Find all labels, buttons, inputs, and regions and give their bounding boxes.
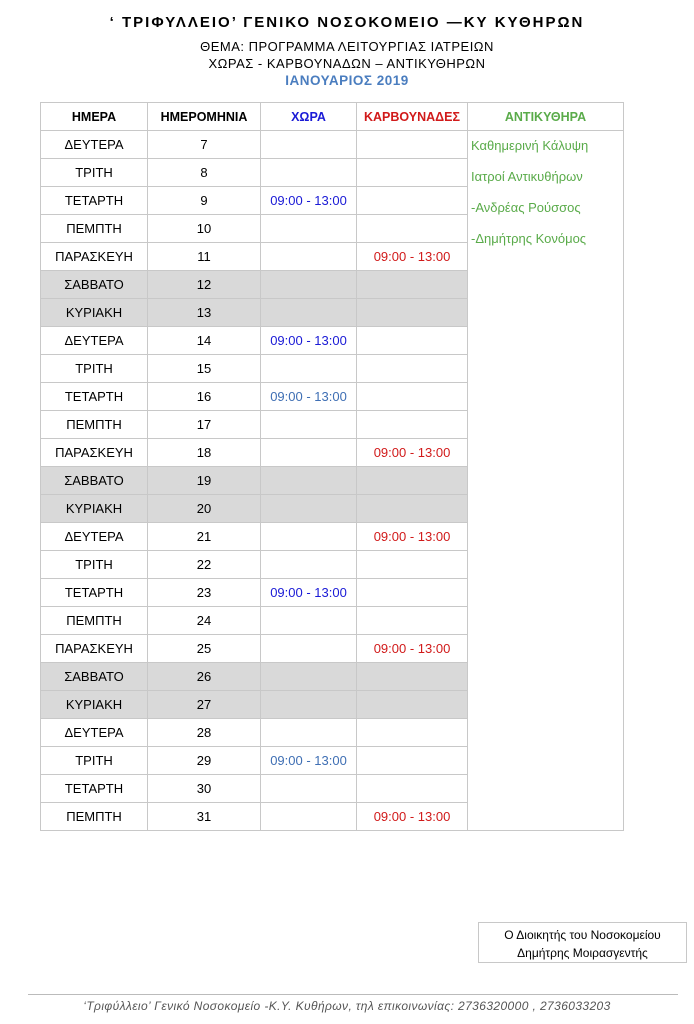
day-cell: ΤΡΙΤΗ bbox=[41, 355, 148, 383]
karvounades-cell bbox=[357, 299, 468, 327]
schedule-month: ΙΑΝΟΥΑΡΙΟΣ 2019 bbox=[285, 73, 409, 88]
table-row bbox=[41, 131, 624, 159]
day-cell: ΠΕΜΠΤΗ bbox=[41, 411, 148, 439]
xora-cell: 09:00 - 13:00 bbox=[261, 327, 357, 355]
antikythira-cell bbox=[468, 131, 624, 831]
date-cell: 10 bbox=[148, 215, 261, 243]
xora-cell bbox=[261, 523, 357, 551]
karvounades-cell bbox=[357, 411, 468, 439]
antikythira-note: -Δημήτρης Κονόμος bbox=[471, 231, 587, 246]
karvounades-cell bbox=[357, 467, 468, 495]
date-cell: 11 bbox=[148, 243, 261, 271]
footer-divider bbox=[28, 994, 678, 995]
column-header-karvounades: ΚΑΡΒΟΥΝΑΔΕΣ bbox=[357, 103, 468, 131]
column-header-date: ΗΜΕΡΟΜΗΝΙΑ bbox=[148, 103, 261, 131]
xora-cell bbox=[261, 159, 357, 187]
date-cell: 23 bbox=[148, 579, 261, 607]
day-cell: ΠΕΜΠΤΗ bbox=[41, 215, 148, 243]
date-cell: 16 bbox=[148, 383, 261, 411]
karvounades-cell bbox=[357, 187, 468, 215]
day-cell: ΣΑΒΒΑΤΟ bbox=[41, 467, 148, 495]
document-clinics: ΧΩΡΑΣ - ΚΑΡΒΟΥΝΑΔΩΝ – ΑΝΤΙΚΥΘΗΡΩΝ bbox=[208, 56, 486, 71]
day-cell: ΚΥΡΙΑΚΗ bbox=[41, 495, 148, 523]
karvounades-cell bbox=[357, 271, 468, 299]
column-header-day: ΗΜΕΡΑ bbox=[41, 103, 148, 131]
karvounades-cell bbox=[357, 579, 468, 607]
xora-cell bbox=[261, 635, 357, 663]
xora-cell bbox=[261, 691, 357, 719]
day-cell: ΚΥΡΙΑΚΗ bbox=[41, 299, 148, 327]
xora-cell: 09:00 - 13:00 bbox=[261, 187, 357, 215]
karvounades-cell bbox=[357, 131, 468, 159]
xora-cell bbox=[261, 411, 357, 439]
date-cell: 13 bbox=[148, 299, 261, 327]
antikythira-note: Καθημερινή Κάλυψη bbox=[471, 138, 589, 153]
date-cell: 18 bbox=[148, 439, 261, 467]
karvounades-cell: 09:00 - 13:00 bbox=[357, 803, 468, 831]
column-header-xora: ΧΩΡΑ bbox=[261, 103, 357, 131]
xora-cell bbox=[261, 775, 357, 803]
day-cell: ΔΕΥΤΕΡΑ bbox=[41, 131, 148, 159]
day-cell: ΤΡΙΤΗ bbox=[41, 551, 148, 579]
xora-cell bbox=[261, 607, 357, 635]
schedule-table bbox=[40, 102, 624, 831]
day-cell: ΠΑΡΑΣΚΕΥΗ bbox=[41, 439, 148, 467]
day-cell: ΔΕΥΤΕΡΑ bbox=[41, 523, 148, 551]
karvounades-cell bbox=[357, 551, 468, 579]
table-header-row bbox=[41, 103, 624, 131]
karvounades-cell bbox=[357, 691, 468, 719]
xora-cell: 09:00 - 13:00 bbox=[261, 747, 357, 775]
date-cell: 27 bbox=[148, 691, 261, 719]
karvounades-cell bbox=[357, 159, 468, 187]
karvounades-cell: 09:00 - 13:00 bbox=[357, 243, 468, 271]
date-cell: 20 bbox=[148, 495, 261, 523]
day-cell: ΣΑΒΒΑΤΟ bbox=[41, 271, 148, 299]
xora-cell bbox=[261, 215, 357, 243]
date-cell: 25 bbox=[148, 635, 261, 663]
karvounades-cell: 09:00 - 13:00 bbox=[357, 635, 468, 663]
date-cell: 31 bbox=[148, 803, 261, 831]
xora-cell bbox=[261, 663, 357, 691]
date-cell: 19 bbox=[148, 467, 261, 495]
day-cell: ΚΥΡΙΑΚΗ bbox=[41, 691, 148, 719]
date-cell: 24 bbox=[148, 607, 261, 635]
xora-cell bbox=[261, 355, 357, 383]
day-cell: ΠΕΜΠΤΗ bbox=[41, 607, 148, 635]
day-cell: ΔΕΥΤΕΡΑ bbox=[41, 719, 148, 747]
document-title: ‘ ΤΡΙΦΥΛΛΕΙΟ’ ΓΕΝΙΚΟ ΝΟΣΟΚΟΜΕΙΟ —ΚΥ ΚΥΘΗΡΩΝ bbox=[109, 14, 585, 31]
karvounades-cell bbox=[357, 747, 468, 775]
karvounades-cell bbox=[357, 495, 468, 523]
karvounades-cell bbox=[357, 355, 468, 383]
xora-cell bbox=[261, 495, 357, 523]
xora-cell bbox=[261, 131, 357, 159]
karvounades-cell: 09:00 - 13:00 bbox=[357, 439, 468, 467]
xora-cell bbox=[261, 271, 357, 299]
day-cell: ΤΕΤΑΡΤΗ bbox=[41, 579, 148, 607]
date-cell: 21 bbox=[148, 523, 261, 551]
xora-cell bbox=[261, 243, 357, 271]
date-cell: 8 bbox=[148, 159, 261, 187]
signature-box bbox=[478, 922, 687, 963]
date-cell: 26 bbox=[148, 663, 261, 691]
karvounades-cell bbox=[357, 383, 468, 411]
day-cell: ΠΑΡΑΣΚΕΥΗ bbox=[41, 635, 148, 663]
antikythira-note: -Ανδρέας Ρούσσος bbox=[471, 200, 581, 215]
date-cell: 29 bbox=[148, 747, 261, 775]
date-cell: 7 bbox=[148, 131, 261, 159]
schedule-body bbox=[41, 131, 624, 831]
day-cell: ΤΡΙΤΗ bbox=[41, 159, 148, 187]
day-cell: ΤΡΙΤΗ bbox=[41, 747, 148, 775]
signature-title: Ο Διοικητής του Νοσοκομείου bbox=[504, 928, 661, 942]
date-cell: 15 bbox=[148, 355, 261, 383]
day-cell: ΣΑΒΒΑΤΟ bbox=[41, 663, 148, 691]
karvounades-cell bbox=[357, 719, 468, 747]
xora-cell bbox=[261, 439, 357, 467]
xora-cell bbox=[261, 551, 357, 579]
karvounades-cell bbox=[357, 327, 468, 355]
day-cell: ΤΕΤΑΡΤΗ bbox=[41, 187, 148, 215]
date-cell: 22 bbox=[148, 551, 261, 579]
karvounades-cell bbox=[357, 775, 468, 803]
date-cell: 30 bbox=[148, 775, 261, 803]
antikythira-note: Ιατροί Αντικυθήρων bbox=[471, 169, 583, 184]
xora-cell bbox=[261, 803, 357, 831]
date-cell: 14 bbox=[148, 327, 261, 355]
xora-cell: 09:00 - 13:00 bbox=[261, 383, 357, 411]
karvounades-cell bbox=[357, 663, 468, 691]
footer-contact: ‘Τριφύλλειο’ Γενικό Νοσοκομείο -Κ.Υ. Κυθήρων, τηλ επικοινωνίας: 2736320000 , 2736033203 bbox=[83, 999, 611, 1013]
document-subject: ΘΕΜΑ: ΠΡΟΓΡΑΜΜΑ ΛΕΙΤΟΥΡΓΙΑΣ ΙΑΤΡΕΙΩΝ bbox=[200, 39, 494, 54]
xora-cell bbox=[261, 467, 357, 495]
karvounades-cell bbox=[357, 215, 468, 243]
signature-name: Δημήτρης Μοιρασγεντής bbox=[517, 946, 648, 960]
date-cell: 12 bbox=[148, 271, 261, 299]
day-cell: ΠΑΡΑΣΚΕΥΗ bbox=[41, 243, 148, 271]
date-cell: 17 bbox=[148, 411, 261, 439]
karvounades-cell: 09:00 - 13:00 bbox=[357, 523, 468, 551]
date-cell: 9 bbox=[148, 187, 261, 215]
date-cell: 28 bbox=[148, 719, 261, 747]
xora-cell bbox=[261, 299, 357, 327]
day-cell: ΔΕΥΤΕΡΑ bbox=[41, 327, 148, 355]
day-cell: ΤΕΤΑΡΤΗ bbox=[41, 383, 148, 411]
day-cell: ΠΕΜΠΤΗ bbox=[41, 803, 148, 831]
day-cell: ΤΕΤΑΡΤΗ bbox=[41, 775, 148, 803]
xora-cell: 09:00 - 13:00 bbox=[261, 579, 357, 607]
karvounades-cell bbox=[357, 607, 468, 635]
column-header-antikythira: ΑΝΤΙΚΥΘΗΡΑ bbox=[468, 103, 624, 131]
xora-cell bbox=[261, 719, 357, 747]
